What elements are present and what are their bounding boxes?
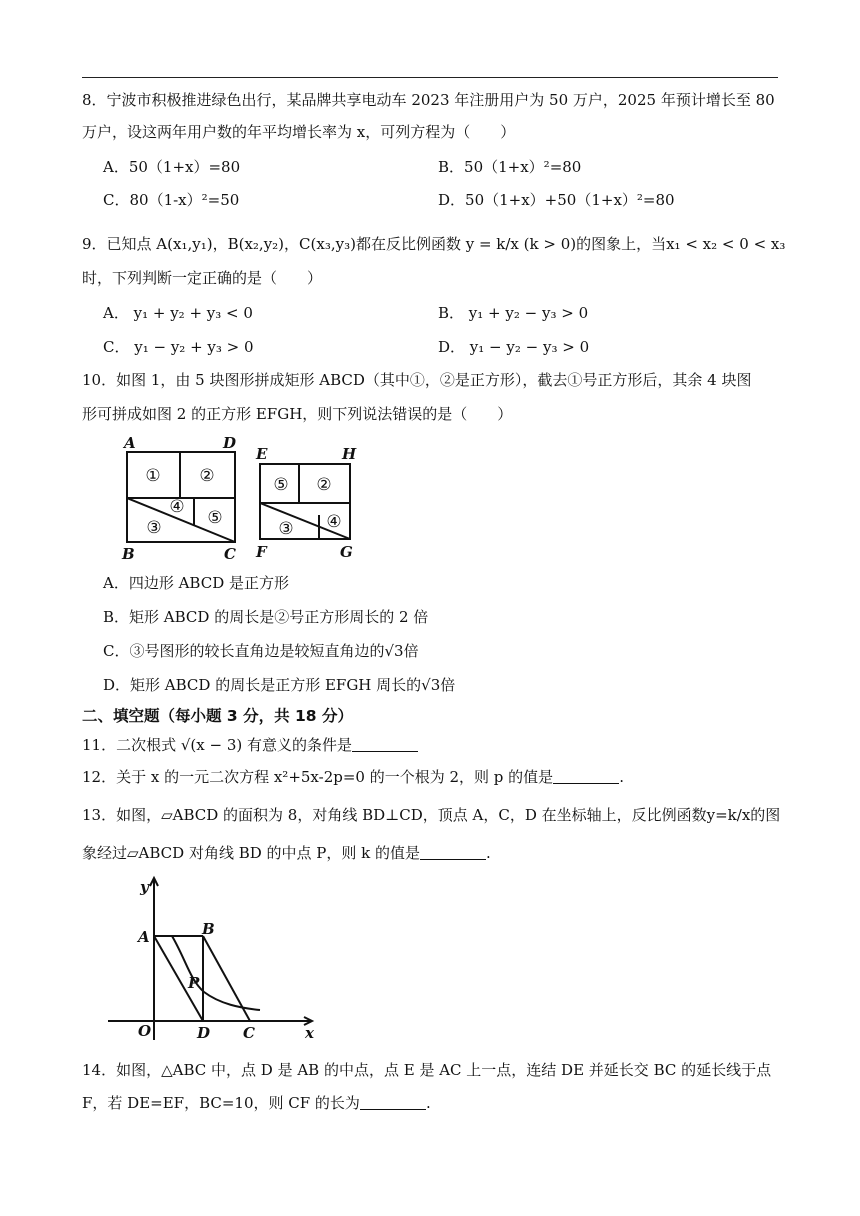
q13-period: . xyxy=(486,844,491,862)
section-title-fill-in: 二、填空题（每小题 3 分，共 18 分） xyxy=(82,707,353,725)
q8-stem-line1: 8．宁波市积极推进绿色出行，某品牌共享电动车 2023 年注册用户为 50 万户，2025 年预计增长至 80 xyxy=(82,91,775,109)
q10-stem-line2: 形可拼成如图 2 的正方形 EFGH，则下列说法错误的是（ ） xyxy=(82,405,513,423)
fig2-piece-5: ⑤ xyxy=(273,475,289,495)
fig2-label-f: F xyxy=(256,543,267,561)
q11-line xyxy=(82,735,418,755)
q8-option-d: D．50（1+x）+50（1+x）²=80 xyxy=(438,191,675,209)
q13-label-y: y xyxy=(140,878,149,896)
fig1-label-a: A xyxy=(124,434,136,452)
q12-text: 12．关于 x 的一元二次方程 x²+5x-2p=0 的一个根为 2，则 p 的值是 xyxy=(82,768,554,786)
q8-option-a: A．50（1+x）=80 xyxy=(103,158,241,176)
fig2-piece-2: ② xyxy=(316,475,332,495)
fig1-piece-2: ② xyxy=(199,466,215,486)
q13-stem-line2: 象经过▱ABCD 对角线 BD 的中点 P，则 k 的值是 xyxy=(82,844,421,862)
q9-stem-line1: 9．已知点 A(x₁,y₁)，B(x₂,y₂)，C(x₃,y₃)都在反比例函数 y = k/x (k > 0)的图象上，当x₁ < x₂ < 0 < x₃ xyxy=(82,235,786,253)
q9-option-b: B． y₁ + y₂ − y₃ > 0 xyxy=(438,304,589,322)
q12-period: . xyxy=(619,768,624,786)
q13-label-p: P xyxy=(188,974,200,992)
q13-label-x: x xyxy=(305,1024,314,1042)
q10-figure-2 xyxy=(252,444,364,562)
q13-stem-line1: 13．如图，▱ABCD 的面积为 8，对角线 BD⊥CD，顶点 A，C，D 在坐标轴上，反比例函数y=k/x的图 xyxy=(82,806,781,824)
q13-label-o: O xyxy=(138,1022,152,1040)
q9-option-c: C． y₁ − y₂ + y₃ > 0 xyxy=(103,338,254,356)
q9-stem-line2: 时，下列判断一定正确的是（ ） xyxy=(82,269,323,287)
q13-line2 xyxy=(82,843,491,863)
q13-label-d: D xyxy=(197,1024,211,1042)
fig2-label-g: G xyxy=(340,543,353,561)
fig1-label-b: B xyxy=(122,545,135,563)
q11-text: 11．二次根式 √(x − 3) 有意义的条件是 xyxy=(82,736,352,754)
q8-option-b: B．50（1+x）²=80 xyxy=(438,158,582,176)
fig2-piece-3: ③ xyxy=(278,519,294,539)
fig1-piece-1: ① xyxy=(145,466,161,486)
q10-option-a: A．四边形 ABCD 是正方形 xyxy=(103,574,290,592)
fig2-piece-4: ④ xyxy=(326,512,342,532)
fig1-piece-4: ④ xyxy=(169,497,185,517)
q9-option-d: D． y₁ − y₂ − y₃ > 0 xyxy=(438,338,590,356)
q14-period: . xyxy=(425,1094,431,1112)
fig1-label-d: D xyxy=(223,434,237,452)
q8-stem-line2: 万户，设这两年用户数的年平均增长率为 x，可列方程为（ ） xyxy=(82,123,516,141)
q10-option-b: B．矩形 ABCD 的周长是②号正方形周长的 2 倍 xyxy=(103,608,429,626)
q14-line2 xyxy=(82,1093,431,1113)
q13-label-c: C xyxy=(243,1024,255,1042)
q8-option-c: C．80（1-x）²=50 xyxy=(103,191,240,209)
q9-option-a: A． y₁ + y₂ + y₃ < 0 xyxy=(103,304,253,322)
header-rule xyxy=(82,77,778,78)
q13-coordinate-figure xyxy=(100,868,322,1044)
q11-answer-blank xyxy=(352,737,418,752)
fig1-piece-5: ⑤ xyxy=(207,508,223,528)
q10-option-d: D．矩形 ABCD 的周长是正方形 EFGH 周长的√3倍 xyxy=(103,676,456,694)
q13-label-b: B xyxy=(202,920,215,938)
q13-answer-blank xyxy=(420,845,486,860)
q10-figure-1 xyxy=(112,432,252,564)
q12-line xyxy=(82,767,624,787)
q14-stem-line2: F，若 DE=EF，BC=10，则 CF 的长为 xyxy=(82,1094,360,1112)
q13-label-a: A xyxy=(138,928,150,946)
fig1-label-c: C xyxy=(224,545,236,563)
q14-answer-blank xyxy=(360,1095,426,1110)
fig1-piece-3: ③ xyxy=(146,518,162,538)
q12-answer-blank xyxy=(553,769,619,784)
q14-stem-line1: 14．如图，△ABC 中，点 D 是 AB 的中点，点 E 是 AC 上一点，连结 DE 并延长交 BC 的延长线于点 xyxy=(82,1061,772,1079)
q10-option-c: C．③号图形的较长直角边是较短直角边的√3倍 xyxy=(103,642,419,660)
fig2-label-h: H xyxy=(342,445,357,463)
fig2-label-e: E xyxy=(256,445,268,463)
q10-stem-line1: 10．如图 1，由 5 块图形拼成矩形 ABCD（其中①，②是正方形），截去①号正方形后，其余 4 块图 xyxy=(82,371,752,389)
